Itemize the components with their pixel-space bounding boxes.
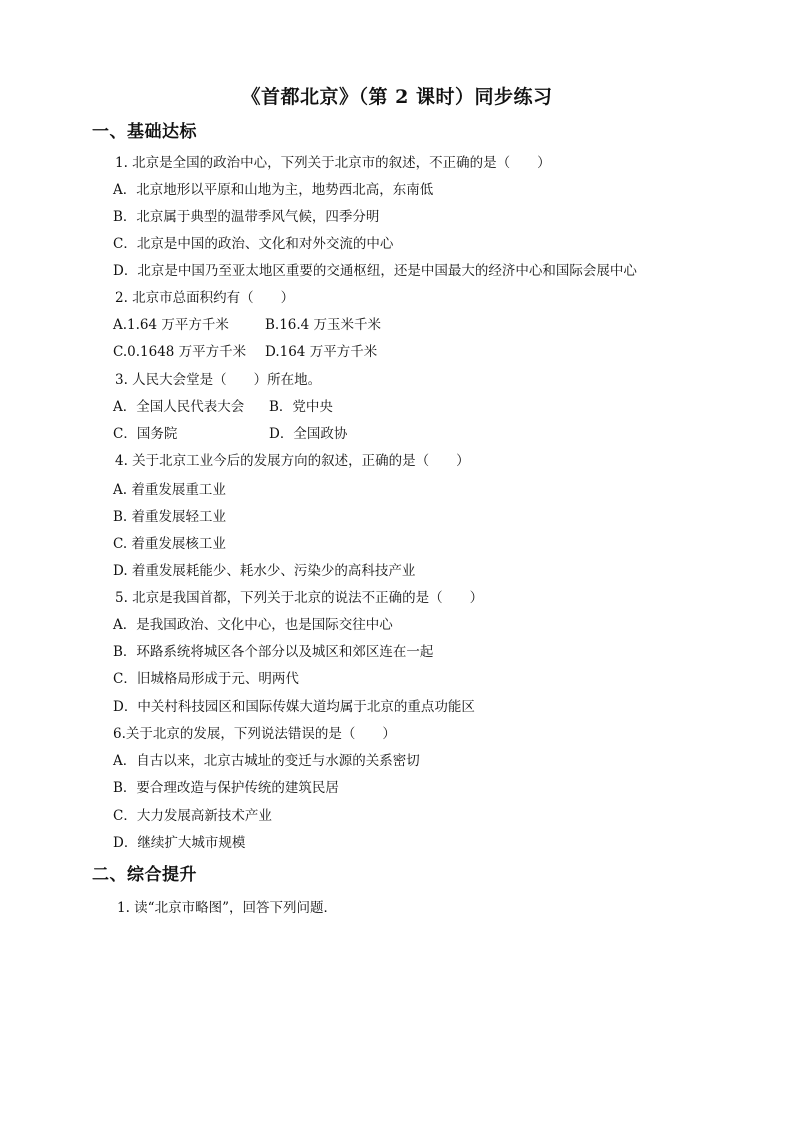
- section-heading-advanced: 二、综合提升: [92, 865, 197, 885]
- question-2-option-d: D.164 万平方千米: [265, 344, 378, 360]
- question-2-option-a: A.1.64 万平方千米: [113, 317, 229, 333]
- question-4-option-c: C. 着重发展核工业: [113, 536, 226, 552]
- question-5-option-c: C．旧城格局形成于元、明两代: [113, 671, 299, 687]
- question-3-option-b: B．党中央: [269, 399, 333, 415]
- question-6-stem: 6.关于北京的发展，下列说法错误的是（ ）: [113, 726, 396, 742]
- question-2-stem: 2. 北京市总面积约有（ ）: [115, 290, 295, 306]
- question-2-option-b: B.16.4 万玉米千米: [265, 317, 382, 333]
- question-5-option-a: A．是我国政治、文化中心，也是国际交往中心: [113, 617, 393, 633]
- question-6-option-c: C．大力发展高新技术产业: [113, 808, 272, 824]
- question-5-stem: 5. 北京是我国首都，下列关于北京的说法不正确的是（ ）: [115, 590, 484, 606]
- question-6-option-b: B．要合理改造与保护传统的建筑民居: [113, 780, 339, 796]
- question-3-option-c: C．国务院: [113, 426, 178, 442]
- section-heading-basic: 一、基础达标: [92, 122, 197, 142]
- question-4-option-a: A. 着重发展重工业: [113, 482, 226, 498]
- question-3-stem: 3. 人民大会堂是（ ）所在地。: [115, 372, 322, 388]
- question-1-option-b: B．北京属于典型的温带季风气候，四季分明: [113, 209, 380, 225]
- question-1-option-a: A．北京地形以平原和山地为主，地势西北高，东南低: [113, 182, 434, 198]
- question-3-option-a: A．全国人民代表大会: [113, 399, 245, 415]
- question-1-option-d: D．北京是中国乃至亚太地区重要的交通枢纽，还是中国最大的经济中心和国际会展中心: [113, 263, 637, 279]
- question-6-option-a: A．自古以来，北京古城址的变迁与水源的关系密切: [113, 753, 420, 769]
- question-6-option-d: D．继续扩大城市规模: [113, 835, 246, 851]
- question-1-option-c: C．北京是中国的政治、文化和对外交流的中心: [113, 236, 394, 252]
- question-5-option-b: B．环路系统将城区各个部分以及城区和郊区连在一起: [113, 644, 434, 660]
- question-4-option-b: B. 着重发展轻工业: [113, 509, 227, 525]
- question-2-option-c: C.0.1648 万平方千米: [113, 344, 247, 360]
- question-1-stem: 1. 北京是全国的政治中心，下列关于北京市的叙述，不正确的是（ ）: [115, 155, 551, 171]
- question-7-stem: 1. 读“北京市略图”，回答下列问题．: [117, 900, 337, 916]
- document-title: 《首都北京》（第 2 课时）同步练习: [241, 86, 553, 108]
- question-4-option-d: D. 着重发展耗能少、耗水少、污染少的高科技产业: [113, 563, 416, 579]
- question-5-option-d: D．中关村科技园区和国际传媒大道均属于北京的重点功能区: [113, 699, 475, 715]
- question-3-option-d: D．全国政协: [269, 426, 348, 442]
- question-4-stem: 4. 关于北京工业今后的发展方向的叙述，正确的是（ ）: [115, 453, 470, 469]
